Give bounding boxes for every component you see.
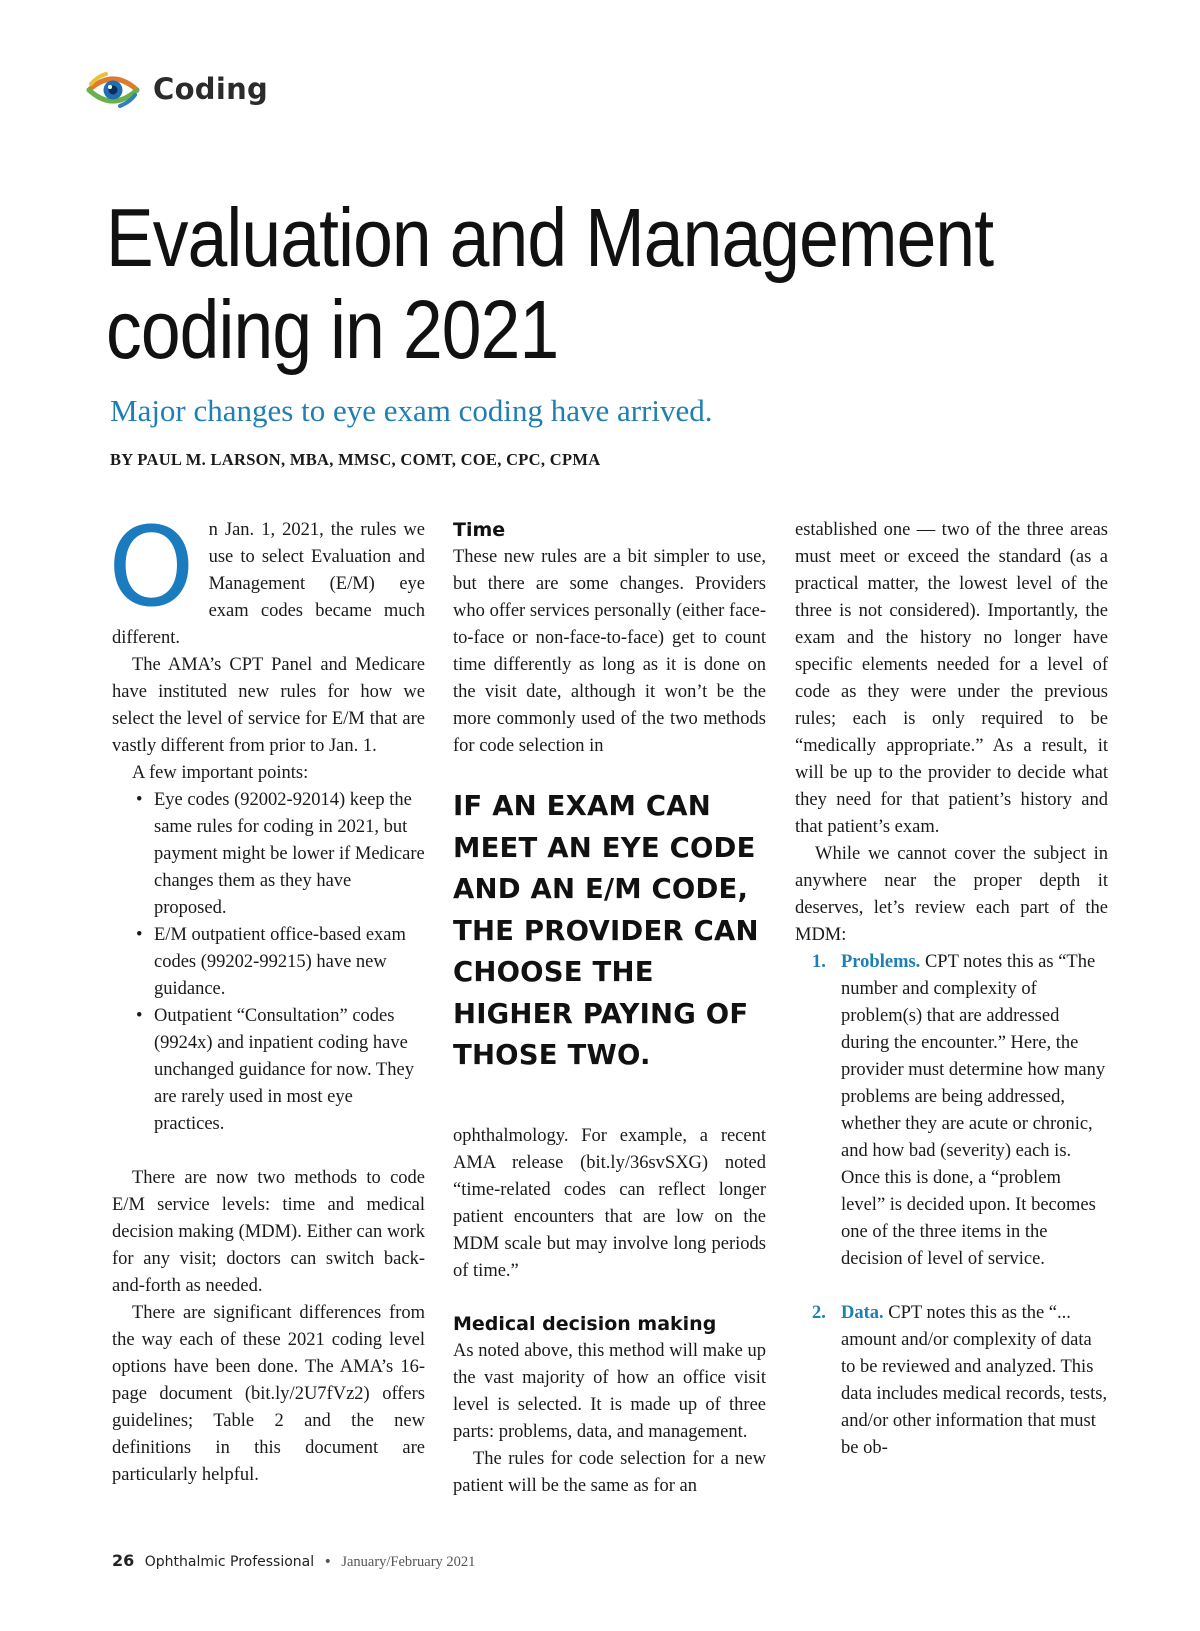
byline: BY PAUL M. LARSON, MBA, MMSC, COMT, COE, CPC, CPMA <box>110 450 601 469</box>
column-1 <box>108 503 425 1489</box>
title-line: Evaluation and Management <box>106 191 994 284</box>
issue-date: January/February 2021 <box>341 1554 476 1570</box>
paragraph: The AMA’s CPT Panel and Medicare have instituted new rules for how we select the level of service for E/M that are vastly different from prior to Jan. 1. <box>112 655 425 756</box>
article-subtitle: Major changes to eye exam coding have arrived. <box>110 393 713 428</box>
intro-paragraph <box>108 503 425 652</box>
numbered-list <box>795 949 1108 1462</box>
eye-logo-icon <box>86 70 140 110</box>
page-footer <box>112 1551 475 1571</box>
bullet-item: • E/M outpatient office-based exam codes (99202-99215) have new guidance. <box>154 922 425 1003</box>
section-heading-time: Time <box>453 519 506 541</box>
paragraph: These new rules are a bit simpler to use, but there are some changes. Providers who offer services personally (either face-to-face or non-face-to-face) get to count time differently as long as it is done on the visit date, although it won’t be the more commonly used of the two methods for code selection in <box>453 547 766 756</box>
intro-text: n Jan. 1, 2021, the rules we use to select Evaluation and Management (E/M) eye exam codes became much different. <box>112 520 425 648</box>
paragraph: There are now two methods to code E/M service levels: time and medical decision making (MDM). Either can work for any visit; doctors can switch back-and-forth as needed. <box>112 1168 425 1296</box>
list-text: CPT notes this as “The number and complexity of problem(s) that are addressed during the encounter.” Here, the provider must determine how many problems are being addressed, whether they are acute or chronic, and how bad (severity) each is. Once this is done, a “problem level” is decided upon. It becomes one of the three items in the decision of level of service. <box>841 952 1106 1269</box>
section-heading-mdm: Medical decision making <box>453 1312 717 1335</box>
publication-name: Ophthalmic Professional <box>144 1554 315 1570</box>
list-term: Data. <box>841 1303 884 1323</box>
paragraph: ophthalmology. For example, a recent AMA release (bit.ly/36svSXG) noted “time-related codes can reflect longer patient encounters that are low on the MDM scale but may involve long periods of time.” <box>453 1125 766 1281</box>
section-label: Coding <box>153 72 269 106</box>
column-3 <box>795 517 1108 1462</box>
footer-separator: • <box>323 1554 332 1570</box>
drop-cap: O <box>108 503 195 631</box>
paragraph: While we cannot cover the subject in anywhere near the proper depth it deserves, let’s review each part of the MDM: <box>795 844 1108 945</box>
list-number: 2. <box>812 1303 826 1323</box>
bullet-item: • Eye codes (92002-92014) keep the same rules for coding in 2021, but payment might be lower if Medicare changes them as they have proposed. <box>154 787 425 922</box>
list-item <box>812 1300 1108 1462</box>
list-item <box>812 949 1108 1273</box>
pull-quote: IF AN EXAM CAN MEET AN EYE CODE AND AN E/M CODE, THE PROVIDER CAN CHOOSE THE HIGHER PAYING OF THOSE TWO. <box>453 790 759 1071</box>
paragraph: There are significant differences from the way each of these 2021 coding level options have been done. The AMA’s 16-page document (bit.ly/2U7fVz2) offers guidelines; Table 2 and the new definitions in this document are particularly helpful. <box>112 1303 425 1485</box>
bullet-list <box>112 787 425 1138</box>
list-number: 1. <box>812 952 826 972</box>
list-text: CPT notes this as the “... amount and/or complexity of data to be reviewed and analyzed. This data includes medical records, tests, and/or other information that must be ob- <box>841 1303 1108 1458</box>
bullet-item: • Outpatient “Consultation” codes (9924x) and inpatient coding have unchanged guidance for now. They are rarely used in most eye practices. <box>154 1003 425 1138</box>
column-2 <box>453 517 766 1500</box>
article-title <box>106 192 1106 376</box>
list-term: Problems. <box>841 952 921 972</box>
page-number: 26 <box>112 1551 135 1570</box>
paragraph: A few important points: <box>132 763 309 783</box>
title-line: coding in 2021 <box>106 283 559 376</box>
paragraph: established one — two of the three areas must meet or exceed the standard (as a practical matter, the lowest level of the three is not considered). Importantly, the exam and the history no longer have specific elements needed for a level of code as they were under the previous rules; each is only required to be “medically appropriate.” As a result, it will be up to the provider to decide what they need for that patient’s history and that patient’s exam. <box>795 520 1108 837</box>
paragraph: The rules for code selection for a new patient will be the same as for an <box>453 1448 766 1496</box>
paragraph: As noted above, this method will make up the vast majority of how an office visit level is selected. It is made up of three parts: problems, data, and management. <box>453 1340 766 1442</box>
